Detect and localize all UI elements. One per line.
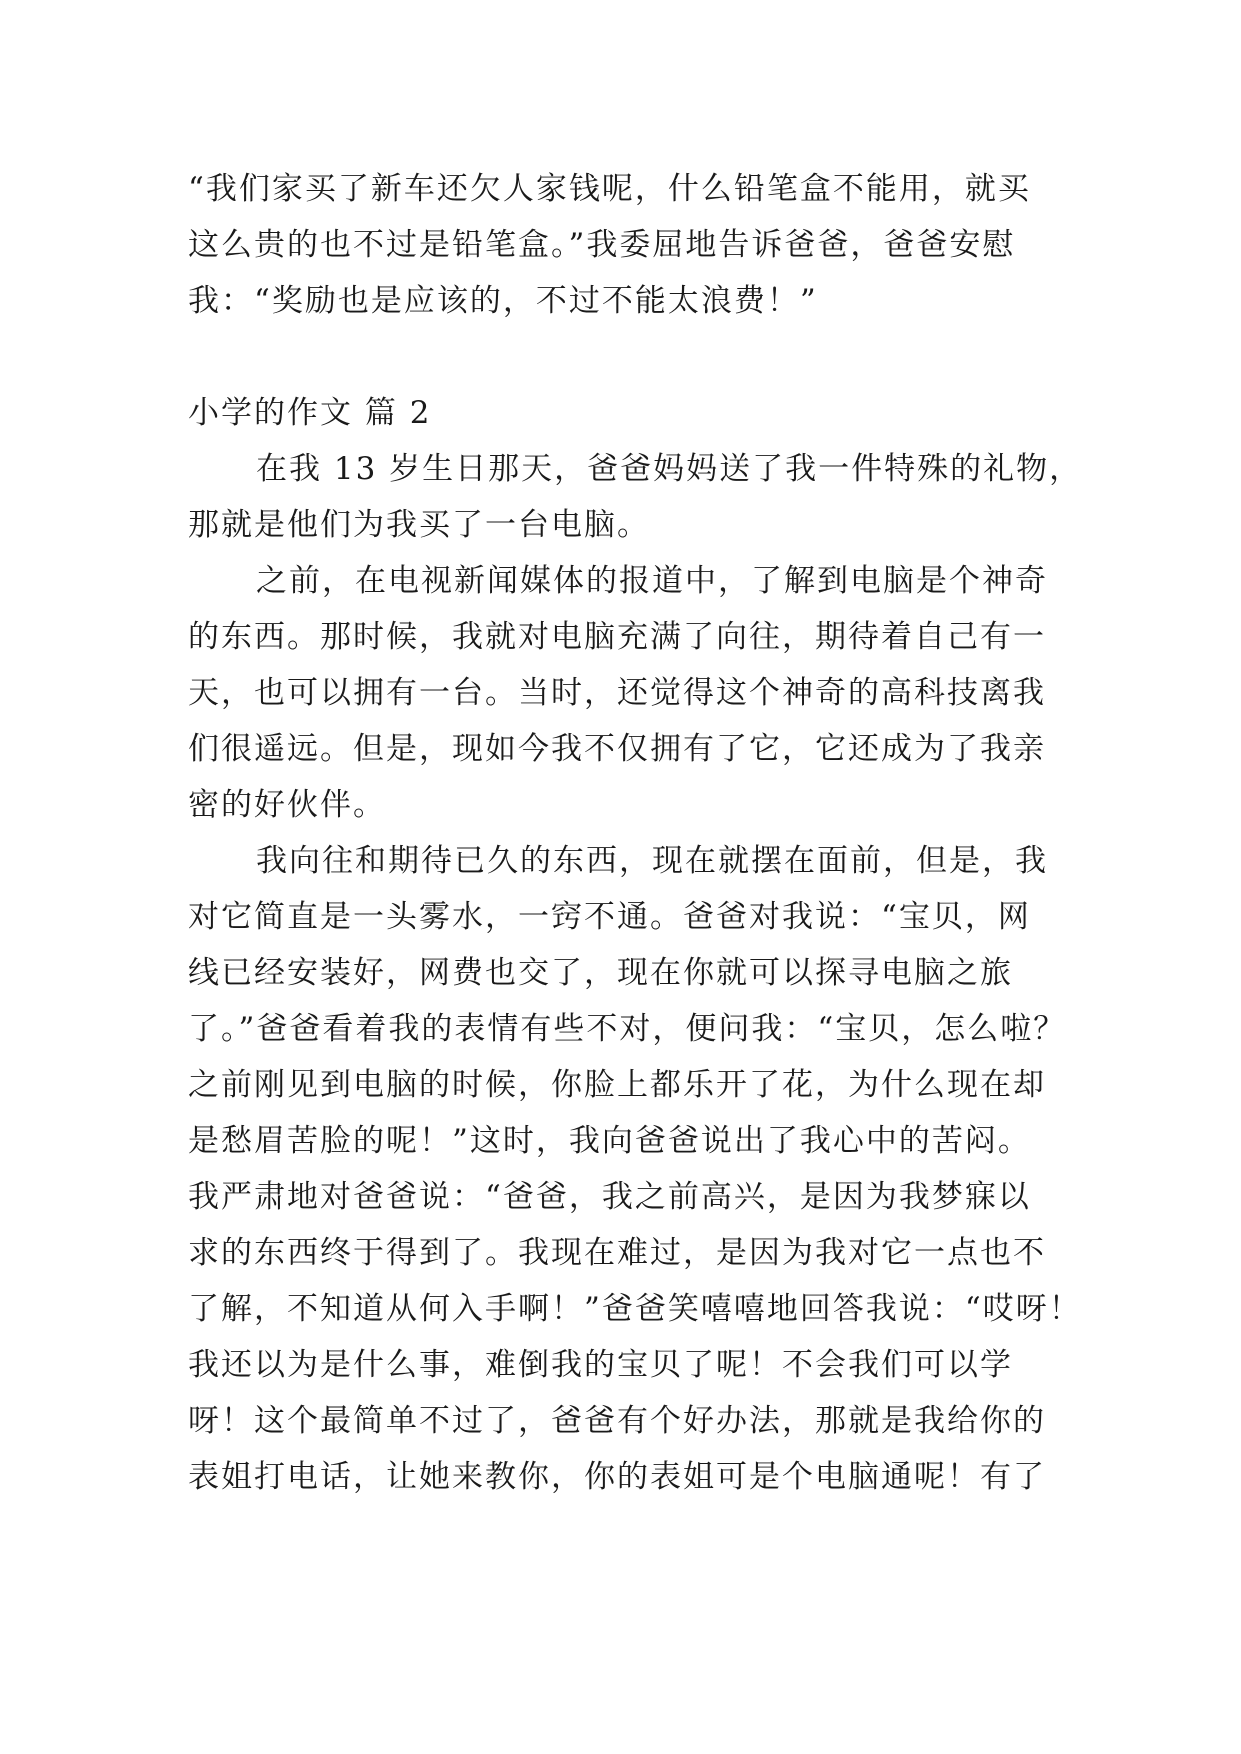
paragraph-line: 求的东西终于得到了。我现在难过，是因为我对它一点也不 [188, 1235, 1046, 1271]
paragraph-line: 我：“奖励也是应该的，不过不能太浪费！” [188, 283, 818, 319]
paragraph-line: 天，也可以拥有一台。当时，还觉得这个神奇的高科技离我 [188, 675, 1046, 711]
paragraph-line: 的东西。那时候，我就对电脑充满了向往，期待着自己有一 [188, 619, 1046, 655]
paragraph-line: 在我 13 岁生日那天，爸爸妈妈送了我一件特殊的礼物， [256, 451, 1083, 487]
paragraph-line: 密的好伙伴。 [188, 787, 386, 823]
paragraph-line: 我严肃地对爸爸说：“爸爸，我之前高兴，是因为我梦寐以 [188, 1179, 1031, 1215]
section-heading: 小学的作文 篇 2 [188, 395, 432, 431]
paragraph-line: 线已经安装好，网费也交了，现在你就可以探寻电脑之旅 [188, 955, 1013, 991]
paragraph-line: 对它简直是一头雾水，一窍不通。爸爸对我说：“宝贝，网 [188, 899, 1031, 935]
paragraph-line: 们很遥远。但是，现如今我不仅拥有了它，它还成为了我亲 [188, 731, 1046, 767]
paragraph-line: 表姐打电话，让她来教你，你的表姐可是个电脑通呢！有了 [188, 1459, 1046, 1495]
paragraph-line: 之前，在电视新闻媒体的报道中，了解到电脑是个神奇 [256, 563, 1048, 599]
paragraph-line: 了。”爸爸看着我的表情有些不对，便问我：“宝贝，怎么啦？ [188, 1011, 1067, 1047]
paragraph-line: 了解，不知道从何入手啊！”爸爸笑嘻嘻地回答我说：“哎呀！ [188, 1291, 1082, 1327]
paragraph-line: 我向往和期待已久的东西，现在就摆在面前，但是，我 [256, 843, 1048, 879]
paragraph-line: “我们家买了新车还欠人家钱呢，什么铅笔盒不能用，就买 [188, 171, 1031, 207]
paragraph-line: 那就是他们为我买了一台电脑。 [188, 507, 650, 543]
paragraph-line: 我还以为是什么事，难倒我的宝贝了呢！不会我们可以学 [188, 1347, 1013, 1383]
paragraph-line: 之前刚见到电脑的时候，你脸上都乐开了花，为什么现在却 [188, 1067, 1046, 1103]
paragraph-line: 是愁眉苦脸的呢！”这时，我向爸爸说出了我心中的苦闷。 [188, 1123, 1031, 1159]
paragraph-line: 呀！这个最简单不过了，爸爸有个好办法，那就是我给你的 [188, 1403, 1046, 1439]
paragraph-line: 这么贵的也不过是铅笔盒。”我委屈地告诉爸爸，爸爸安慰 [188, 227, 1016, 263]
